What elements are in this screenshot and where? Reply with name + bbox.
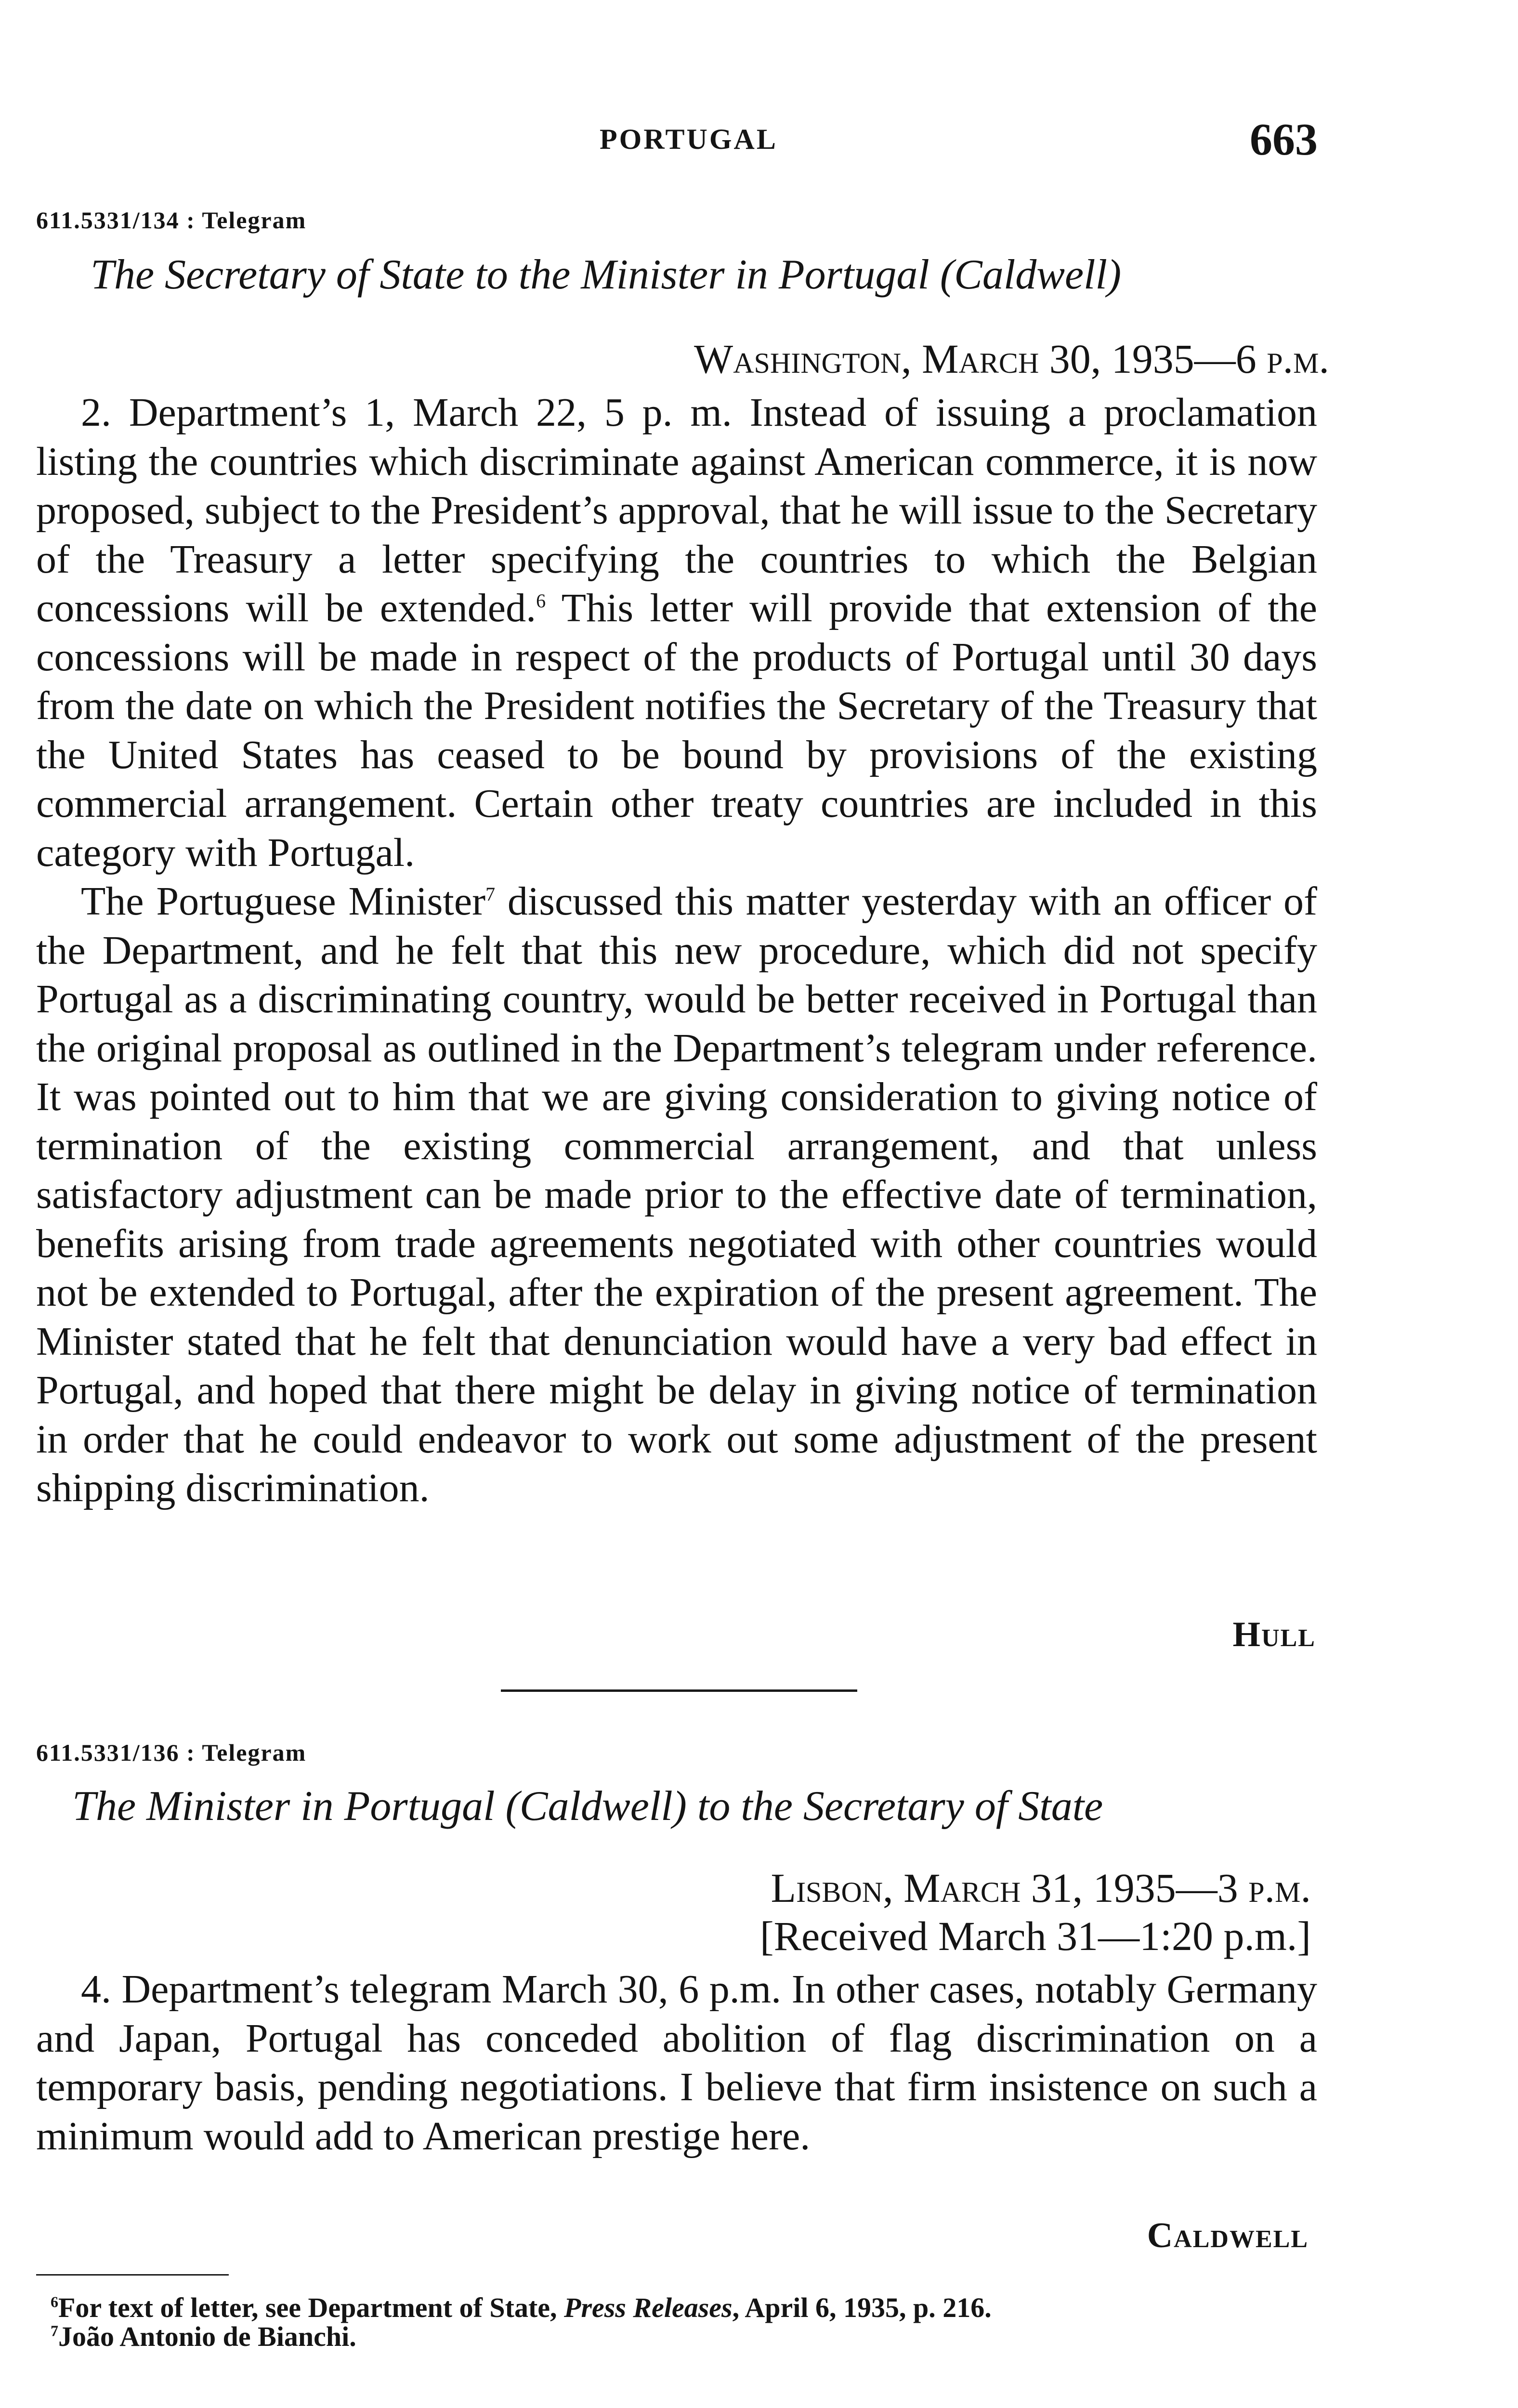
signature-hull: Hull xyxy=(1232,1615,1316,1654)
footnote-rule xyxy=(36,2274,229,2276)
paragraph-1: 2. Department’s 1, March 22, 5 p. m. Instead of issuing a proclamation listing the countries which discriminate against American commerce, it is now proposed, subject to the President’s approval, that he will issue to the Secretary of the Treasury a letter specifying the countries to which the Belgian concessions will be extended.$^6$ This letter will provide that extension of the concessions will be made in respect of the products of Portugal until 30 days from the date on which the President notifies the Secretary of the Treasury that the United States has ceased to be bound by provisions of the existing commercial arrangement. Certain other treaty countries are included in this category with Portugal. xyxy=(36,390,1317,875)
footnote-ref-7[interactable]: 7 xyxy=(485,883,496,905)
file-code-1: 611.5331/134 : Telegram xyxy=(36,207,307,234)
place-date-2: Lisbon, March 31, 1935—3 p.m. xyxy=(771,1865,1311,1911)
document-heading-1: The Secretary of State to the Minister in Portugal (Caldwell) xyxy=(91,251,1122,298)
place-date-1: Washington, March 30, 1935—6 p.m. xyxy=(694,336,1329,382)
file-code-2: 611.5331/136 : Telegram xyxy=(36,1739,307,1766)
footnote-ref-6[interactable]: 6 xyxy=(536,590,546,612)
paragraph-3: 4. Department’s telegram March 30, 6 p.m. In other cases, notably Germany and Japan, Portugal has conceded abolition of flag discrimination on a temporary basis, pending negotiations. I believe that firm insistence on such a minimum would add to American prestige here. xyxy=(36,1967,1317,2159)
document-heading-2: The Minister in Portugal (Caldwell) to the Secretary of State xyxy=(72,1783,1103,1830)
telegram-body-1 xyxy=(36,388,1317,1513)
running-head: PORTUGAL xyxy=(600,123,778,155)
page-number: 663 xyxy=(1250,115,1318,165)
signature-caldwell: Caldwell xyxy=(1147,2216,1309,2255)
footnote-7: $^7$João Antonio de Bianchi. xyxy=(51,2321,356,2352)
telegram-body-2 xyxy=(36,1965,1317,2160)
footnote-6: $^6$For text of letter, see Department of State, Press Releases, April 6, 1935, p. 216. xyxy=(51,2292,992,2323)
footnotes xyxy=(36,2293,1317,2351)
section-divider xyxy=(501,1689,857,1692)
received-note: [Received March 31—1:20 p.m.] xyxy=(760,1913,1311,1959)
paragraph-2: The Portuguese Minister$^7$ discussed this matter yesterday with an officer of the Department, and he felt that this new procedure, which did not specify Portugal as a discriminating country, would be better received in Portugal than the original proposal as outlined in the Department’s telegram under reference. It was pointed out to him that we are giving consideration to giving notice of termination of the existing commercial arrangement, and that unless satisfactory adjustment can be made prior to the effective date of termination, benefits arising from trade agreements negotiated with other countries would not be extended to Portugal, after the expiration of the present agreement. The Minister stated that he felt that denunciation would have a very bad effect in Portugal, and hoped that there might be delay in giving notice of termination in order that he could endeavor to work out some adjustment of the present shipping discrimination. xyxy=(36,879,1317,1510)
